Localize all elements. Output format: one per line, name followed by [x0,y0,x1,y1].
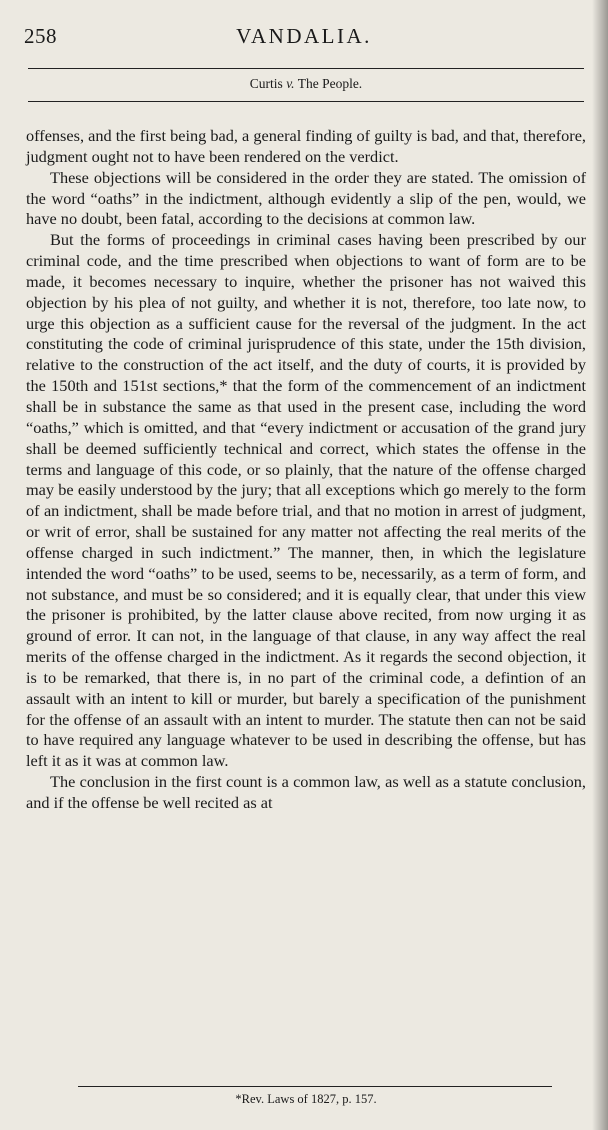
page-edge-shadow [592,0,608,1130]
page-header [24,24,584,52]
paragraph-continued: offenses, and the first being bad, a general finding of guilty is bad, and that, therefore, judgment ought not to have been rendered on the verdict. [26,126,586,166]
paragraph: These objections will be considered in the order they are stated. The omission of the word “oaths” in the indictment, although evidently a slip of the pen, would, we have no doubt, been fatal, according to the decisions at common law. [26,167,586,229]
header-rule-bottom [28,101,584,102]
caption-party-2: The People. [297,76,363,91]
paragraph: The conclusion in the first count is a common law, as well as a statute conclusion, and if the offense be well recited as at [26,772,586,812]
case-caption [28,76,584,92]
paragraph: But the forms of proceedings in criminal cases having been prescribed by our criminal code, and the time prescribed when objections to want of form are to be made, it becomes necessary to inquire, whether the prisoner has not waived this objection by his plea of not guilty, and whether it is not, therefore, too late now, to urge this objection as a sufficient cause for the reversal of the judgment. In the act constituting the code of criminal jurisprudence of this state, under the 15th division, relative to the construction of the act itself, and the duty of courts, it is provided by the 150th and 151st sections,* that the form of the commencement of an indictment shall be in substance the same as that used in the present case, including the word “oaths,” which is omitted, and that “every indictment or accusation of the grand jury shall be deemed sufficiently technical and correct, which states the offense in the terms and language of this code, or so plainly, that the nature of the offense charged may be easily understood by the jury; that all exceptions which go merely to the form of an indictment, shall be made before trial, and that no motion in arrest of judgment, or writ of error, shall be sustained for any matter not affecting the real merits of the offense charged in such indictment.” The manner, then, in which the legislature intended the word “oaths” to be used, seems to be, necessarily, as a term of form, and not substance, and must be so considered; and it is equally clear, that under this view the prisoner is prohibited, by the latter clause above recited, from now urging it as ground of error. It can not, in the language of that clause, in any way affect the real merits of the offense charged in the indictment. As it regards the second objection, it is to be remarked, that there is, in no part of the criminal code, a defintion of an assault with an intent to kill or murder, but barely a specification of the punishment for the offense of an assault with an intent to murder. The statute then can not be said to have required any language whatever to be used in describing the offense, but has left it as it was at common law. [26,230,586,771]
running-title: VANDALIA. [236,24,372,48]
caption-party-1: Curtis [249,76,283,91]
page-number: 258 [24,24,57,48]
footnote: *Rev. Laws of 1827, p. 157. [235,1092,377,1106]
header-rule-top [28,68,584,69]
caption-versus: v. [286,76,295,91]
footnote-rule [78,1086,552,1087]
body-text [26,126,586,814]
